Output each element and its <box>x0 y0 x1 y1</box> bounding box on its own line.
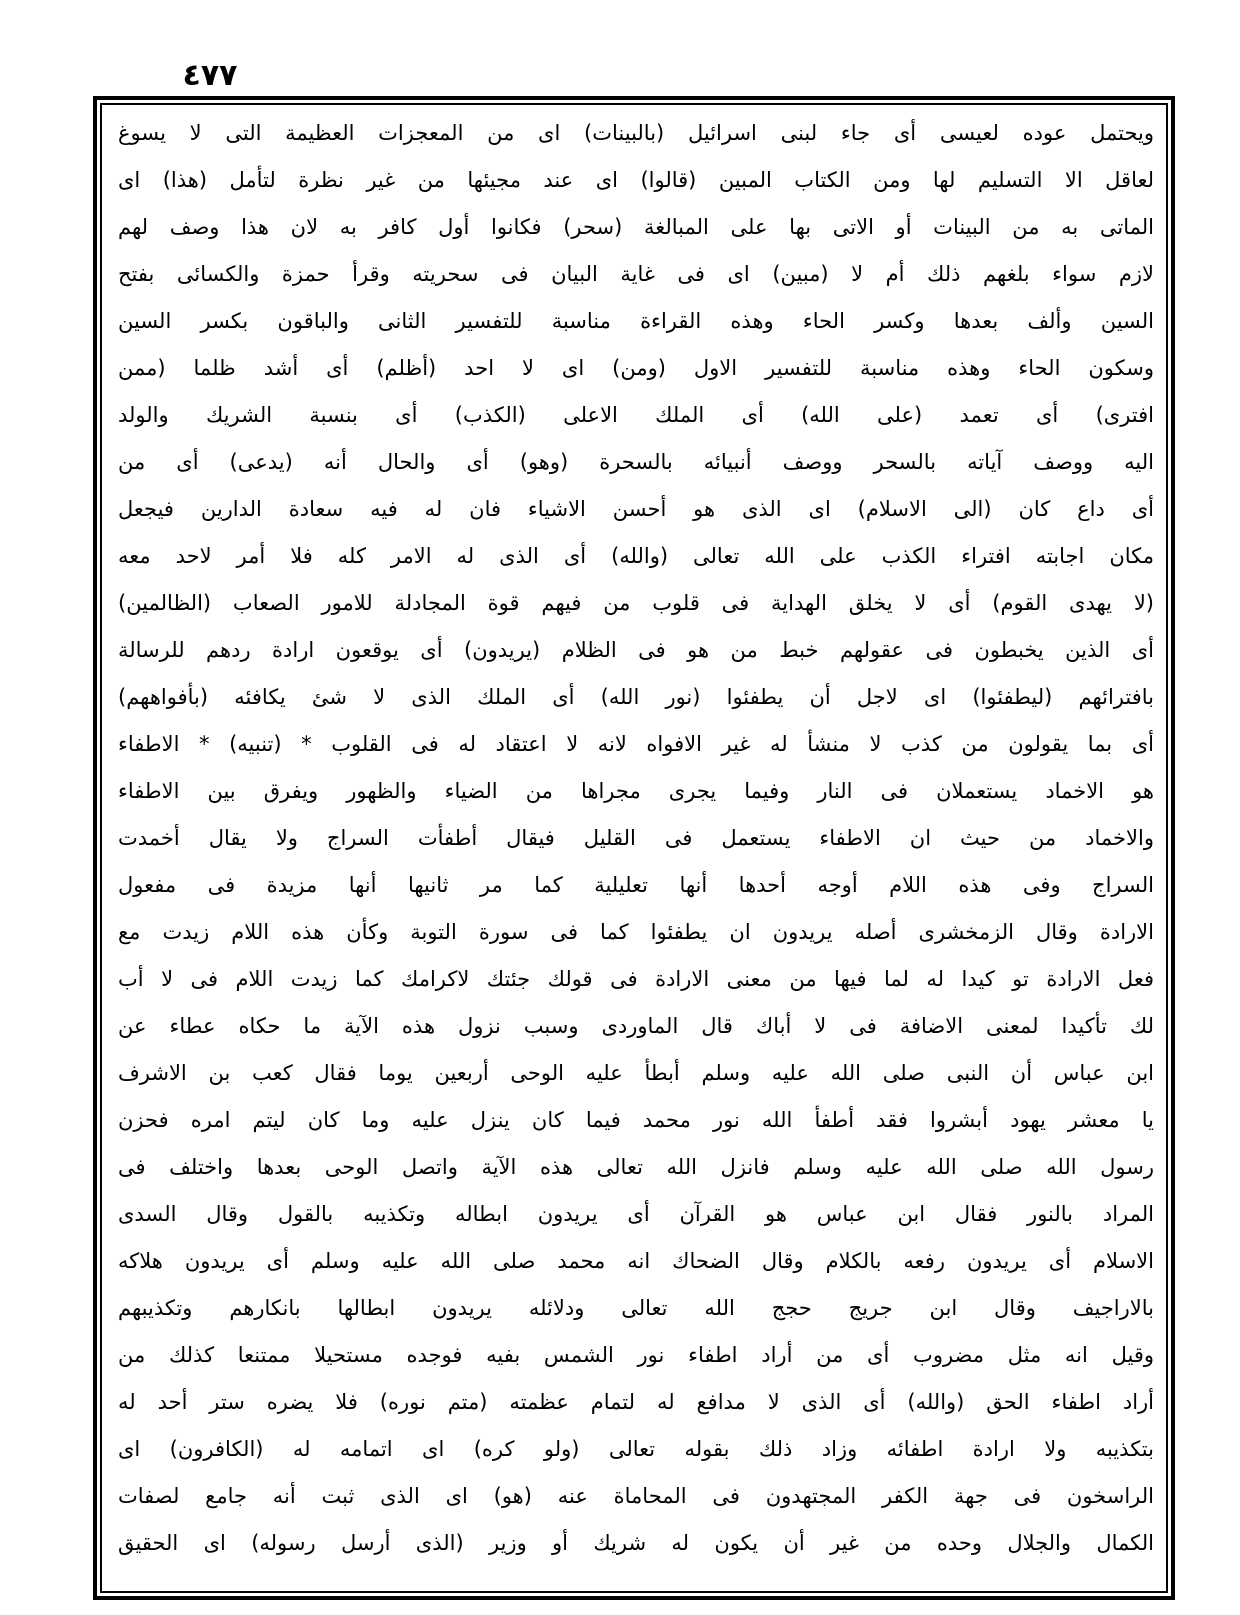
text-line-19: فعل الارادة تو كيدا له لما فيها من معنى الارادة فى قولك جئتك لاكرامك كما زيدت اللام فى لا أب <box>118 967 1154 991</box>
page-number: ٤٧٧ <box>182 58 238 93</box>
text-line-11: (لا يهدى القوم) أى لا يخلق الهداية فى قلوب من فيهم قوة المجادلة للامور الصعاب (الظالمين) <box>118 591 1154 615</box>
text-line-16: والاخماد من حيث ان الاطفاء يستعمل فى القليل فيقال أطفأت السراج ولا يقال أخمدت <box>118 826 1154 850</box>
text-line-23: رسول الله صلى الله عليه وسلم فانزل الله تعالى هذه الآية واتصل الوحى بعدها واختلف فى <box>118 1155 1154 1179</box>
text-line-21: ابن عباس أن النبى صلى الله عليه وسلم أبطأ عليه الوحى أربعين يوما فقال كعب بن الاشرف <box>118 1061 1154 1085</box>
text-line-25: الاسلام أى يريدون رفعه بالكلام وقال الضحاك انه محمد صلى الله عليه وسلم أى يريدون هلاكه <box>118 1249 1154 1273</box>
text-line-2: لعاقل الا التسليم لها ومن الكتاب المبين (قالوا) اى عند مجيئها من غير نظرة لتأمل (هذا) اى <box>118 168 1154 192</box>
text-line-17: السراج وفى هذه اللام أوجه أحدها أنها تعليلية كما مر ثانيها أنها مزيدة فى مفعول <box>118 873 1154 897</box>
text-line-28: أراد اطفاء الحق (والله) أى الذى لا مدافع له لتمام عظمته (متم نوره) فلا يضره ستر أحد له <box>118 1390 1154 1414</box>
text-line-15: هو الاخماد يستعملان فى النار وفيما يجرى مجراها من الضياء والظهور ويفرق بين الاطفاء <box>118 779 1154 803</box>
text-line-3: الماتى به من البينات أو الاتى بها على المبالغة (سحر) فكانوا أول كافر به لان هذا وصف لهم <box>118 215 1154 239</box>
text-line-18: الارادة وقال الزمخشرى أصله يريدون ان يطفئوا كما فى سورة التوبة وكأن هذه اللام زيدت مع <box>118 920 1154 944</box>
text-body <box>118 110 1154 1590</box>
text-line-12: أى الذين يخبطون فى عقولهم خبط من هو فى الظلام (يريدون) أى يوقعون ارادة ردهم للرسالة <box>118 638 1154 662</box>
text-line-1: ويحتمل عوده لعيسى أى جاء لبنى اسرائيل (بالبينات) اى من المعجزات العظيمة التى لا يسوغ <box>118 121 1154 145</box>
text-line-31: الكمال والجلال وحده من غير أن يكون له شريك أو وزير (الذى أرسل رسوله) اى الحقيق <box>118 1531 1154 1555</box>
text-line-9: أى داع كان (الى الاسلام) اى الذى هو أحسن الاشياء فان له فيه سعادة الدارين فيجعل <box>118 497 1154 521</box>
text-line-8: اليه ووصف آياته بالسحر ووصف أنبيائه بالسحرة (وهو) أى والحال أنه (يدعى) أى من <box>118 450 1154 474</box>
text-line-14: أى بما يقولون من كذب لا منشأ له غير الافواه لانه لا اعتقاد له فى القلوب * (تنبيه) * الاطفاء <box>118 732 1154 756</box>
text-line-26: بالاراجيف وقال ابن جريج حجج الله تعالى ودلائله يريدون ابطالها بانكارهم وتكذيبهم <box>118 1296 1154 1320</box>
text-line-27: وقيل انه مثل مضروب أى من أراد اطفاء نور الشمس بفيه فوجده مستحيلا ممتنعا كذلك من <box>118 1343 1154 1367</box>
text-line-5: السين وألف بعدها وكسر الحاء وهذه القراءة مناسبة للتفسير الثانى والباقون بكسر السين <box>118 309 1154 333</box>
text-line-4: لازم سواء بلغهم ذلك أم لا (مبين) اى فى غاية البيان فى سحريته وقرأ حمزة والكسائى بفتح <box>118 262 1154 286</box>
text-line-29: بتكذيبه ولا ارادة اطفائه وزاد ذلك بقوله تعالى (ولو كره) اى اتمامه له (الكافرون) اى <box>118 1437 1154 1461</box>
text-line-10: مكان اجابته افتراء الكذب على الله تعالى (والله) أى الذى له الامر كله فلا أمر لاحد معه <box>118 544 1154 568</box>
text-line-6: وسكون الحاء وهذه مناسبة للتفسير الاول (ومن) اى لا احد (أظلم) أى أشد ظلما (ممن <box>118 356 1154 380</box>
text-line-22: يا معشر يهود أبشروا فقد أطفأ الله نور محمد فيما كان ينزل عليه وما كان ليتم امره فحزن <box>118 1108 1154 1132</box>
text-line-24: المراد بالنور فقال ابن عباس هو القرآن أى يريدون ابطاله وتكذيبه بالقول وقال السدى <box>118 1202 1154 1226</box>
text-line-30: الراسخون فى جهة الكفر المجتهدون فى المحاماة عنه (هو) اى الذى ثبت أنه جامع لصفات <box>118 1484 1154 1508</box>
text-line-20: لك تأكيدا لمعنى الاضافة فى لا أباك قال الماوردى وسبب نزول هذه الآية ما حكاه عطاء عن <box>118 1014 1154 1038</box>
text-line-13: بافترائهم (ليطفئوا) اى لاجل أن يطفئوا (نور الله) أى الملك الذى لا شئ يكافئه (بأفواههم) <box>118 685 1154 709</box>
text-line-7: افترى) أى تعمد (على الله) أى الملك الاعلى (الكذب) أى بنسبة الشريك والولد <box>118 403 1154 427</box>
